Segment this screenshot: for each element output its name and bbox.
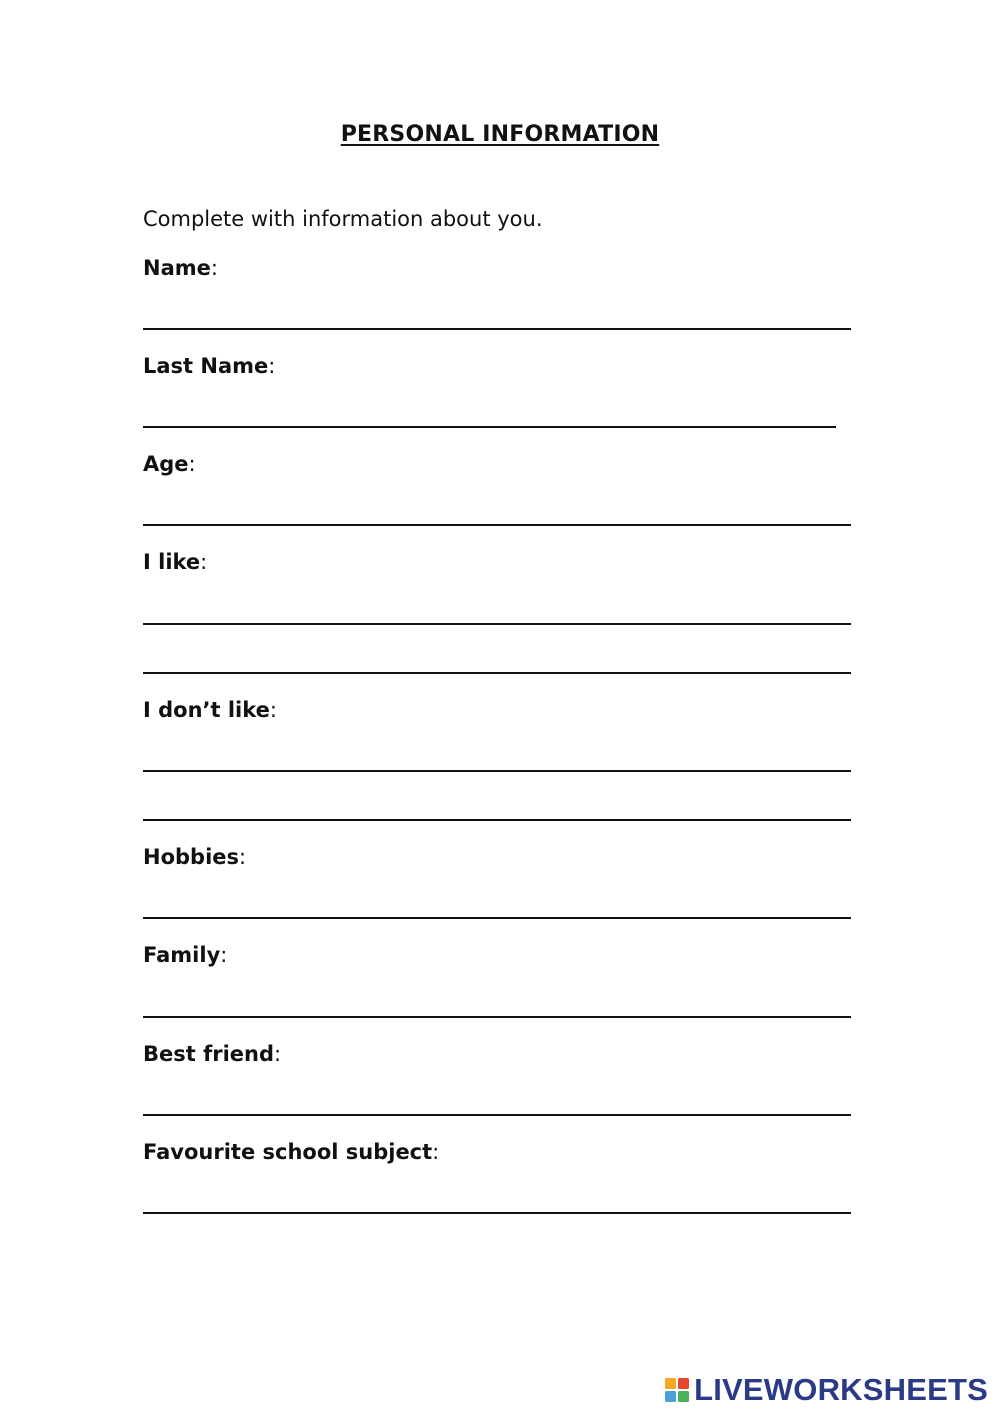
answer-line-i-dont-like-1[interactable] — [143, 770, 851, 772]
field-label-favourite-school-subject: Favourite school subject: — [143, 1140, 440, 1164]
answer-line-i-like-2[interactable] — [143, 672, 851, 674]
liveworksheets-logo-text: LIVEWORKSHEETS — [694, 1372, 988, 1407]
answer-line-hobbies[interactable] — [143, 917, 851, 919]
field-label-age: Age: — [143, 452, 196, 476]
logo-square-3 — [665, 1391, 676, 1402]
answer-line-favourite-school-subject[interactable] — [143, 1212, 851, 1214]
liveworksheets-logo-icon — [664, 1377, 690, 1403]
logo-square-2 — [678, 1378, 689, 1389]
field-label-i-like: I like: — [143, 550, 208, 574]
field-label-hobbies: Hobbies: — [143, 845, 247, 869]
answer-line-family[interactable] — [143, 1016, 851, 1018]
answer-line-i-like-1[interactable] — [143, 623, 851, 625]
answer-line-age[interactable] — [143, 524, 851, 526]
answer-line-i-dont-like-2[interactable] — [143, 819, 851, 821]
instruction-text: Complete with information about you. — [143, 207, 543, 231]
field-label-last-name: Last Name: — [143, 354, 276, 378]
logo-square-4 — [678, 1391, 689, 1402]
liveworksheets-logo — [664, 1372, 988, 1408]
field-label-name: Name: — [143, 256, 218, 280]
answer-line-last-name[interactable] — [143, 426, 836, 428]
field-label-best-friend: Best friend: — [143, 1042, 282, 1066]
field-label-family: Family: — [143, 943, 228, 967]
logo-square-1 — [665, 1378, 676, 1389]
page-title: PERSONAL INFORMATION — [340, 122, 660, 147]
answer-line-name[interactable] — [143, 328, 851, 330]
answer-line-best-friend[interactable] — [143, 1114, 851, 1116]
field-label-i-dont-like: I don’t like: — [143, 698, 277, 722]
